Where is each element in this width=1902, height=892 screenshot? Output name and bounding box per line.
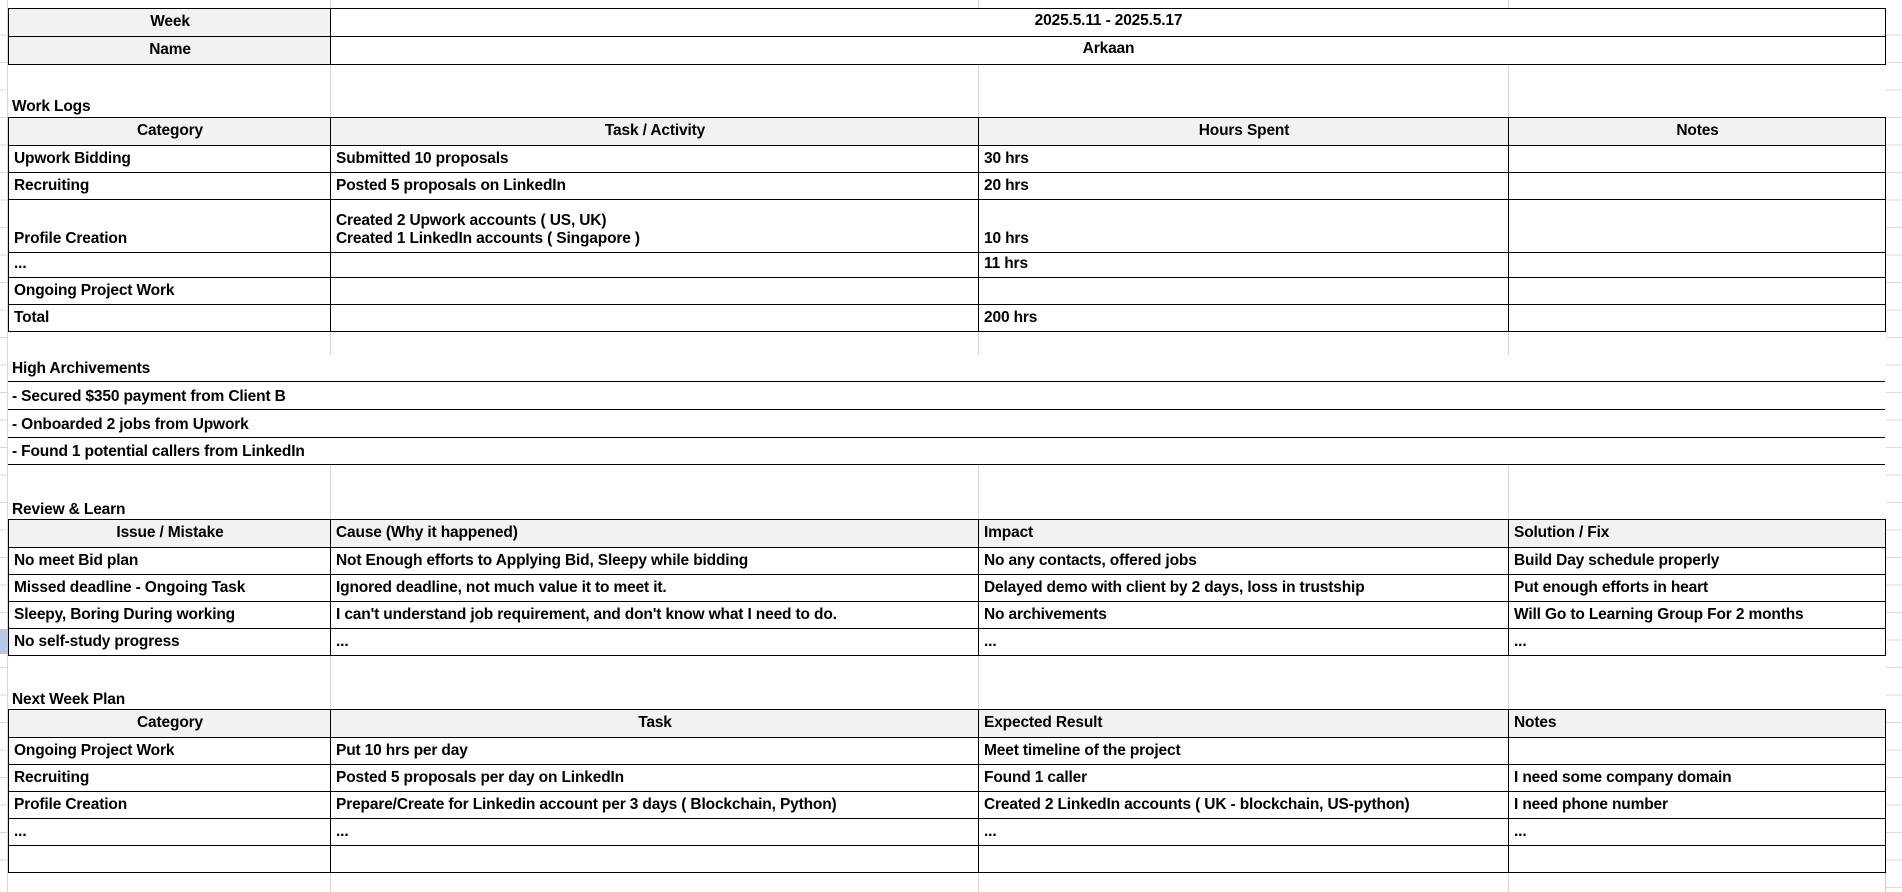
table-row: [9, 765, 1886, 792]
nextweek-section-title[interactable]: Next Week Plan: [12, 691, 126, 708]
week-value-cell[interactable]: 2025.5.11 - 2025.5.17: [331, 9, 1886, 37]
worklogs-hours-cell[interactable]: 200 hrs: [979, 305, 1509, 332]
worklogs-task-cell[interactable]: [331, 253, 979, 278]
table-row: [9, 305, 1886, 332]
achievement-item[interactable]: - Secured $350 payment from Client B: [8, 382, 1885, 410]
table-row: [9, 602, 1886, 629]
review-issue-cell[interactable]: Sleepy, Boring During working: [9, 602, 331, 629]
worklogs-notes-cell[interactable]: [1509, 200, 1886, 253]
review-impact-cell[interactable]: No archivements: [979, 602, 1509, 629]
table-header-row: [9, 710, 1886, 738]
nextweek-notes-cell[interactable]: [1509, 738, 1886, 765]
table-row: [9, 819, 1886, 846]
table-header-row: [9, 118, 1886, 146]
nextweek-notes-cell[interactable]: I need some company domain: [1509, 765, 1886, 792]
nextweek-header-category[interactable]: Category: [9, 710, 331, 738]
worklogs-hours-cell[interactable]: 30 hrs: [979, 146, 1509, 173]
review-cause-cell[interactable]: I can't understand job requirement, and don't know what I need to do.: [331, 602, 979, 629]
worklogs-header-category[interactable]: Category: [9, 118, 331, 146]
achievements-section-title[interactable]: High Archivements: [8, 355, 1885, 382]
review-issue-cell[interactable]: No self-study progress: [9, 629, 331, 656]
worklogs-category-cell[interactable]: Upwork Bidding: [9, 146, 331, 173]
review-solution-cell[interactable]: ...: [1509, 629, 1886, 656]
review-issue-cell[interactable]: No meet Bid plan: [9, 548, 331, 575]
table-row: [9, 200, 1886, 253]
worklogs-header-task[interactable]: Task / Activity: [331, 118, 979, 146]
name-label-cell[interactable]: Name: [9, 37, 331, 65]
nextweek-result-cell[interactable]: ...: [979, 819, 1509, 846]
meta-table: [8, 8, 1886, 65]
worklogs-table: [8, 117, 1886, 332]
nextweek-notes-cell[interactable]: ...: [1509, 819, 1886, 846]
task-line: Created 1 LinkedIn accounts ( Singapore ): [336, 230, 640, 248]
worklogs-category-cell[interactable]: ...: [9, 253, 331, 278]
worklogs-notes-cell[interactable]: [1509, 305, 1886, 332]
review-header-impact[interactable]: Impact: [979, 520, 1509, 548]
worklogs-category-cell[interactable]: Ongoing Project Work: [9, 278, 331, 305]
review-impact-cell[interactable]: Delayed demo with client by 2 days, loss in trustship: [979, 575, 1509, 602]
review-header-cause[interactable]: Cause (Why it happened): [331, 520, 979, 548]
worklogs-notes-cell[interactable]: [1509, 173, 1886, 200]
table-row: [9, 846, 1886, 873]
worklogs-task-cell[interactable]: Posted 5 proposals on LinkedIn: [331, 173, 979, 200]
name-value-cell[interactable]: Arkaan: [331, 37, 1886, 65]
worklogs-header-notes[interactable]: Notes: [1509, 118, 1886, 146]
review-impact-cell[interactable]: ...: [979, 629, 1509, 656]
nextweek-result-cell[interactable]: Found 1 caller: [979, 765, 1509, 792]
table-row: [9, 253, 1886, 278]
table-row: [9, 548, 1886, 575]
worklogs-hours-cell[interactable]: 10 hrs: [979, 200, 1509, 253]
review-issue-cell[interactable]: Missed deadline - Ongoing Task: [9, 575, 331, 602]
worklogs-section-title[interactable]: Work Logs: [12, 98, 91, 115]
worklogs-notes-cell[interactable]: [1509, 146, 1886, 173]
nextweek-result-cell[interactable]: [979, 846, 1509, 873]
review-solution-cell[interactable]: Build Day schedule properly: [1509, 548, 1886, 575]
nextweek-category-cell[interactable]: [9, 846, 331, 873]
review-cause-cell[interactable]: Ignored deadline, not much value it to meet it.: [331, 575, 979, 602]
nextweek-result-cell[interactable]: Meet timeline of the project: [979, 738, 1509, 765]
row-margin-gridlines: [1886, 8, 1902, 892]
review-solution-cell[interactable]: Put enough efforts in heart: [1509, 575, 1886, 602]
review-cause-cell[interactable]: Not Enough efforts to Applying Bid, Sleepy while bidding: [331, 548, 979, 575]
worklogs-notes-cell[interactable]: [1509, 253, 1886, 278]
nextweek-task-cell[interactable]: [331, 846, 979, 873]
achievement-item[interactable]: - Onboarded 2 jobs from Upwork: [8, 410, 1885, 438]
week-label-cell[interactable]: Week: [9, 9, 331, 37]
table-row: [9, 9, 1886, 37]
table-row: [9, 173, 1886, 200]
nextweek-header-result[interactable]: Expected Result: [979, 710, 1509, 738]
worklogs-hours-cell[interactable]: 20 hrs: [979, 173, 1509, 200]
nextweek-notes-cell[interactable]: I need phone number: [1509, 792, 1886, 819]
review-table: [8, 519, 1886, 656]
table-row: [9, 146, 1886, 173]
worklogs-category-cell[interactable]: Profile Creation: [9, 200, 331, 253]
worklogs-category-cell[interactable]: Recruiting: [9, 173, 331, 200]
worklogs-task-cell[interactable]: [331, 305, 979, 332]
review-header-issue[interactable]: Issue / Mistake: [9, 520, 331, 548]
nextweek-category-cell[interactable]: Recruiting: [9, 765, 331, 792]
worklogs-category-cell[interactable]: Total: [9, 305, 331, 332]
table-header-row: [9, 520, 1886, 548]
worklogs-task-cell[interactable]: [331, 200, 979, 253]
worklogs-task-cell[interactable]: Submitted 10 proposals: [331, 146, 979, 173]
nextweek-category-cell[interactable]: Ongoing Project Work: [9, 738, 331, 765]
table-row: [9, 738, 1886, 765]
nextweek-task-cell[interactable]: Posted 5 proposals per day on LinkedIn: [331, 765, 979, 792]
task-line: Created 2 Upwork accounts ( US, UK): [336, 212, 607, 230]
review-section-title[interactable]: Review & Learn: [12, 501, 126, 518]
worklogs-task-cell[interactable]: [331, 278, 979, 305]
worklogs-hours-cell[interactable]: [979, 278, 1509, 305]
row-selection-indicator: [0, 629, 8, 654]
achievement-item[interactable]: - Found 1 potential callers from LinkedIn: [8, 438, 1885, 465]
row-margin-gridlines: [0, 8, 8, 872]
nextweek-task-cell[interactable]: Prepare/Create for Linkedin account per 3 days ( Blockchain, Python): [331, 792, 979, 819]
nextweek-header-task[interactable]: Task: [331, 710, 979, 738]
review-solution-cell[interactable]: Will Go to Learning Group For 2 months: [1509, 602, 1886, 629]
worklogs-hours-cell[interactable]: 11 hrs: [979, 253, 1509, 278]
nextweek-notes-cell[interactable]: [1509, 846, 1886, 873]
nextweek-task-cell[interactable]: Put 10 hrs per day: [331, 738, 979, 765]
nextweek-table: [8, 709, 1886, 873]
table-row: [9, 37, 1886, 65]
nextweek-task-cell[interactable]: ...: [331, 819, 979, 846]
worklogs-notes-cell[interactable]: [1509, 278, 1886, 305]
table-row: [9, 792, 1886, 819]
review-cause-cell[interactable]: ...: [331, 629, 979, 656]
table-row: [9, 278, 1886, 305]
table-row: [9, 629, 1886, 656]
worklogs-header-hours[interactable]: Hours Spent: [979, 118, 1509, 146]
nextweek-result-cell[interactable]: Created 2 LinkedIn accounts ( UK - blockchain, US-python): [979, 792, 1509, 819]
nextweek-category-cell[interactable]: ...: [9, 819, 331, 846]
review-header-solution[interactable]: Solution / Fix: [1509, 520, 1886, 548]
table-row: [9, 575, 1886, 602]
nextweek-category-cell[interactable]: Profile Creation: [9, 792, 331, 819]
nextweek-header-notes[interactable]: Notes: [1509, 710, 1886, 738]
achievements-section: [8, 355, 1885, 465]
review-impact-cell[interactable]: No any contacts, offered jobs: [979, 548, 1509, 575]
